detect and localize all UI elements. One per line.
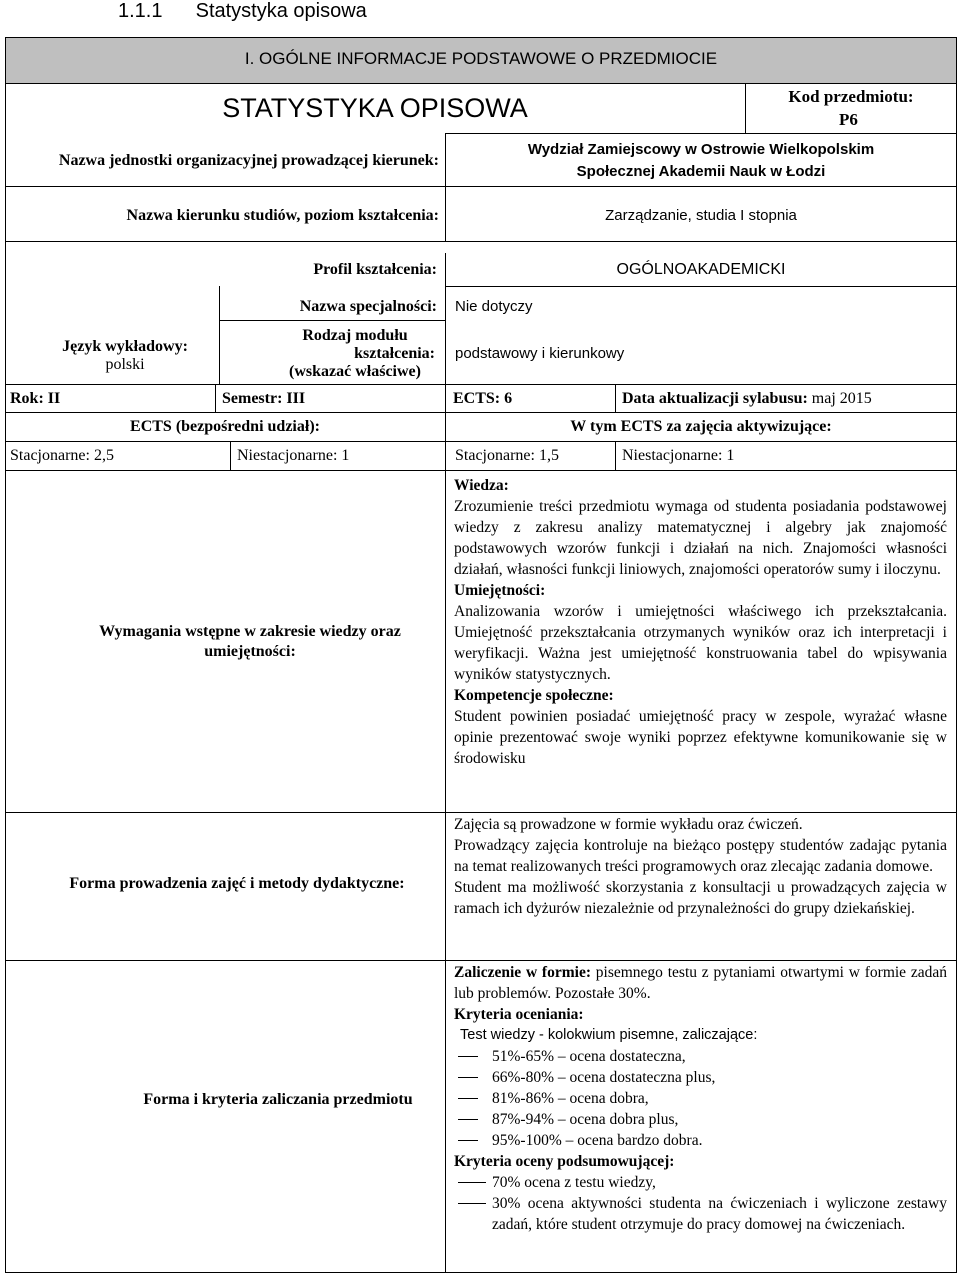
criteria-title: Kryteria oceniania: [454, 1006, 584, 1023]
summary-list [454, 1172, 947, 1235]
summary-title: Kryteria oceny podsumowującej: [454, 1153, 675, 1170]
list-item: 87%-94% – ocena dobra plus, [454, 1109, 947, 1130]
section-number: 1.1.1 [118, 0, 163, 22]
list-item: 81%-86% – ocena dobra, [454, 1088, 947, 1109]
update-date [622, 390, 872, 408]
ects-full-time-active: Stacjonarne: 1,5 [455, 447, 559, 464]
unit-value-line1: Wydział Zamiejscowy w Ostrowie Wielkopolskim [527, 141, 875, 158]
teaching-form-content [454, 814, 947, 919]
section-title: Statystyka opisowa [195, 0, 367, 22]
profile-value: OGÓLNOAKADEMICKI [616, 261, 786, 278]
ects-direct-label: ECTS (bezpośredni udział): [130, 418, 320, 435]
knowledge-text: Zrozumienie treści przedmiotu wymaga od studenta posiadania podstawowej wiedzy z zakresu analizy matematycznej i algebry jak znajomość podstawowych wzorów funkcji i działań na nich. Znajomości własności działań, własności funkcji liniowych, znajomości operatorów sumy i iloczynu. [454, 498, 947, 578]
ects-part-time: Niestacjonarne: 1 [237, 447, 350, 464]
update-date-label: Data aktualizacji sylabusu: [622, 390, 808, 407]
unit-value-line2: Społecznej Akademii Nauk w Łodzi [576, 163, 826, 180]
skills-text: Analizowania wzorów i umiejętności właściwego ich przekształcania. Umiejętność przekształcania otrzymanych wyników oraz ich interpretacji i weryfikacji. Ważna jest umiejętność konstruowania tabel do wpisywania wyników statystycznych. [454, 603, 947, 683]
ects-part-time-active: Niestacjonarne: 1 [622, 447, 735, 464]
pass-form-title: Zaliczenie w formie: [454, 964, 591, 981]
module-value: podstawowy i kierunkowy [455, 345, 625, 362]
ects-full-time: Stacjonarne: 2,5 [10, 447, 114, 464]
course-code-value: P6 [839, 110, 858, 129]
specialty-value: Nie dotyczy [455, 298, 533, 315]
language-value: polski [105, 356, 145, 373]
unit-label: Nazwa jednostki organizacyjnej prowadzącej kierunek: [58, 152, 439, 169]
profile-label: Profil kształcenia: [313, 261, 437, 278]
update-date-value: maj 2015 [807, 390, 872, 407]
specialty-label: Nazwa specjalności: [299, 298, 437, 315]
general-info-title: I. OGÓLNE INFORMACJE PODSTAWOWE O PRZEDMIOCIE [244, 49, 718, 68]
assessment-content [454, 962, 947, 1235]
module-label-line3: (wskazać właściwe) [289, 363, 421, 380]
ects-active-label: W tym ECTS za zajęcia aktywizujące: [570, 418, 832, 435]
course-name: STATYSTYKA OPISOWA [222, 93, 528, 123]
assessment-label: Forma i kryteria zaliczania przedmiotu [143, 1091, 413, 1108]
field-label: Nazwa kierunku studiów, poziom kształcenia: [126, 207, 439, 224]
teaching-text-2: Prowadzący zajęcia kontroluje na bieżąco postępy studentów zadając pytania na temat realizowanych treści programowych oraz zlecając zadania domowe. [454, 837, 947, 875]
syllabus-table [5, 37, 957, 1273]
module-label-line2: kształcenia: [354, 345, 435, 362]
language-block [35, 338, 215, 374]
requirements-content [454, 475, 947, 769]
requirements-label-line2: umiejętności: [204, 643, 296, 660]
field-value: Zarządzanie, studia I stopnia [605, 207, 797, 224]
list-item: 51%-65% – ocena dostateczna, [454, 1046, 947, 1067]
skills-title: Umiejętności: [454, 582, 546, 599]
grades-list [454, 1046, 947, 1151]
list-item: 66%-80% – ocena dostateczna plus, [454, 1067, 947, 1088]
knowledge-title: Wiedza: [454, 477, 509, 494]
unit-value [445, 139, 957, 183]
module-label-line1: Rodzaj modułu [302, 327, 408, 344]
list-item: 95%-100% – ocena bardzo dobra. [454, 1130, 947, 1151]
requirements-label-line1: Wymagania wstępne w zakresie wiedzy oraz [99, 623, 401, 640]
module-label [275, 327, 435, 381]
pass-form [454, 962, 947, 1004]
social-title: Kompetencje społeczne: [454, 687, 614, 704]
ects-total: ECTS: 6 [453, 390, 513, 407]
teaching-form-label: Forma prowadzenia zajęć i metody dydaktyczne: [69, 875, 405, 892]
criteria-intro: Test wiedzy - kolokwium pisemne, zaliczające: [460, 1027, 758, 1043]
requirements-label [65, 622, 435, 662]
teaching-text-1: Zajęcia są prowadzone w formie wykładu oraz ćwiczeń. [454, 816, 803, 833]
course-code-label: Kod przedmiotu: [788, 87, 914, 106]
semester-value: Semestr: III [222, 390, 306, 407]
language-label: Język wykładowy: [62, 338, 188, 355]
year-value: Rok: II [10, 390, 61, 407]
pass-form-text: pisemnego testu z pytaniami otwartymi w formie zadań lub problemów. Pozostałe 30%. [454, 964, 947, 1002]
list-item: 70% ocena z testu wiedzy, [454, 1172, 947, 1193]
list-item: 30% ocena aktywności studenta na ćwiczeniach i wyliczone zestawy zadań, które student otrzymuje do pracy domowej na ćwiczeniach. [454, 1193, 947, 1235]
social-text: Student powinien posiadać umiejętność pracy w zespole, wyrażać własne opinie prezentować swoje wyniki poprzez efektywne komunikowanie się w środowisku [454, 708, 947, 767]
section-heading [118, 0, 367, 23]
teaching-text-3: Student ma możliwość skorzystania z konsultacji u prowadzących zajęcia w ramach ich dyżurów niezależnie od przynależności do grupy dziekańskiej. [454, 879, 947, 917]
